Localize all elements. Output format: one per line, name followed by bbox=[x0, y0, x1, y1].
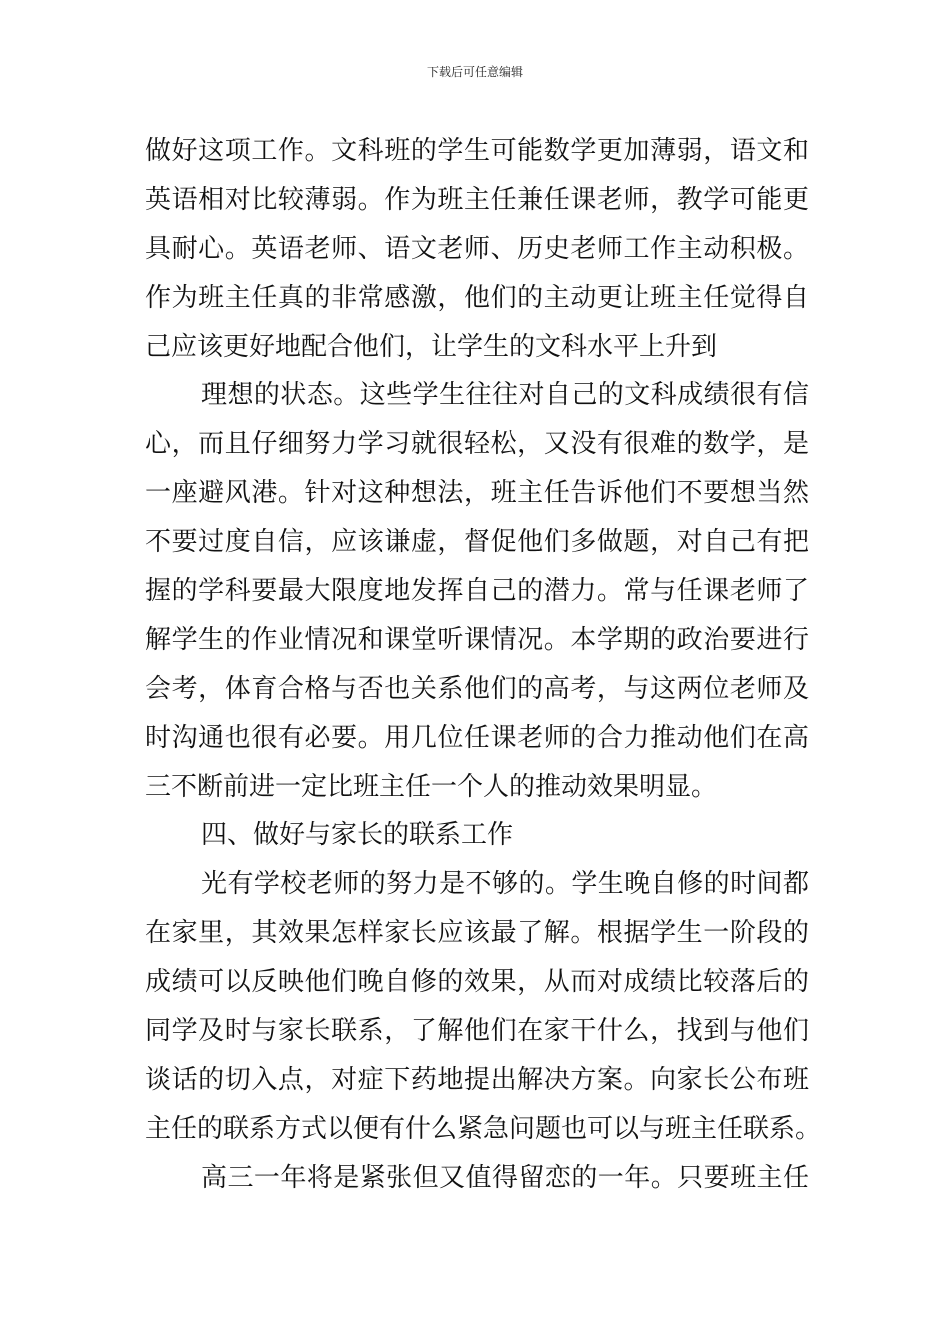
text-line: 谈话的切入点，对症下药地提出解决方案。向家长公布班 bbox=[145, 1064, 809, 1095]
text-line: 做好这项工作。文科班的学生可能数学更加薄弱，语文和 bbox=[145, 136, 809, 166]
text-line: 解学生的作业情况和课堂听课情况。本学期的政治要进行 bbox=[145, 624, 809, 655]
text-line: 光有学校老师的努力是不够的。学生晚自修的时间都 bbox=[201, 869, 809, 900]
text-line: 握的学科要最大限度地发挥自己的潜力。常与任课老师了 bbox=[145, 576, 809, 607]
text-line: 己应该更好地配合他们，让学生的文科水平上升到 bbox=[145, 331, 718, 362]
text-line: 在家里，其效果怎样家长应该最了解。根据学生一阶段的 bbox=[145, 918, 809, 949]
text-line: 具耐心。英语老师、语文老师、历史老师工作主动积极。 bbox=[145, 233, 809, 264]
text-line: 会考，体育合格与否也关系他们的高考，与这两位老师及 bbox=[145, 673, 809, 704]
text-line: 时沟通也很有必要。用几位任课老师的合力推动他们在高 bbox=[145, 722, 809, 753]
text-line: 主任的联系方式以便有什么紧急问题也可以与班主任联系。 bbox=[145, 1113, 822, 1144]
text-line: 一座避风港。针对这种想法，班主任告诉他们不要想当然 bbox=[145, 478, 809, 509]
text-line: 作为班主任真的非常感激，他们的主动更让班主任觉得自 bbox=[145, 282, 809, 313]
text-line: 成绩可以反映他们晚自修的效果，从而对成绩比较落后的 bbox=[145, 967, 809, 998]
text-line: 高三一年将是紧张但又值得留恋的一年。只要班主任 bbox=[201, 1162, 809, 1193]
text-line: 同学及时与家长联系，了解他们在家干什么，找到与他们 bbox=[145, 1016, 809, 1047]
text-line: 理想的状态。这些学生往往对自己的文科成绩很有信 bbox=[201, 380, 809, 411]
text-line: 不要过度自信，应该谦虚，督促他们多做题，对自己有把 bbox=[145, 527, 809, 558]
text-line: 英语相对比较薄弱。作为班主任兼任课老师，教学可能更 bbox=[145, 184, 809, 215]
section-heading: 四、做好与家长的联系工作 bbox=[201, 820, 514, 851]
body-text bbox=[145, 127, 822, 1203]
text-line: 三不断前进一定比班主任一个人的推动效果明显。 bbox=[145, 771, 718, 802]
text-line: 心，而且仔细努力学习就很轻松，又没有很难的数学，是 bbox=[145, 429, 809, 460]
page-header: 下载后可任意编辑 bbox=[426, 65, 523, 79]
